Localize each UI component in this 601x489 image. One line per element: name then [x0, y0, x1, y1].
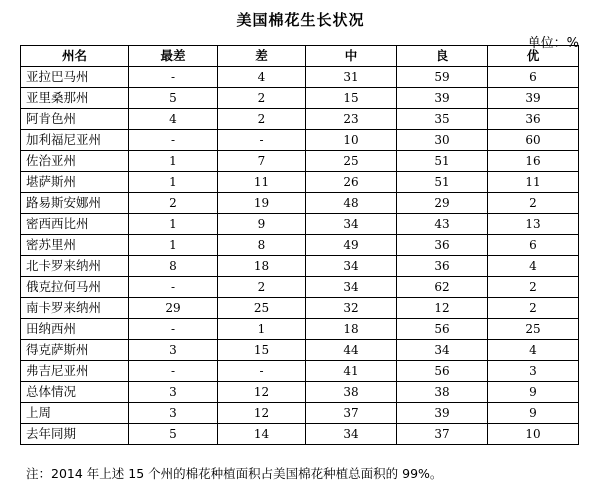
cell-good: 59	[397, 67, 488, 88]
table-row	[21, 130, 579, 151]
cell-good: 51	[397, 172, 488, 193]
cell-very-poor: 4	[129, 109, 218, 130]
cell-state: 亚拉巴马州	[21, 67, 129, 88]
cell-state: 上周	[21, 403, 129, 424]
cell-state: 密西西比州	[21, 214, 129, 235]
cell-good: 43	[397, 214, 488, 235]
cell-good: 38	[397, 382, 488, 403]
cell-poor: 2	[218, 277, 306, 298]
cell-fair: 34	[306, 424, 397, 445]
table-row	[21, 340, 579, 361]
cell-poor: 12	[218, 403, 306, 424]
header-state: 州名	[21, 46, 129, 67]
cell-fair: 44	[306, 340, 397, 361]
table-title: 美国棉花生长状况	[236, 11, 365, 29]
cell-poor: 9	[218, 214, 306, 235]
cell-excellent: 2	[488, 298, 579, 319]
cotton-condition-table	[20, 45, 579, 445]
cell-good: 29	[397, 193, 488, 214]
table-row	[21, 172, 579, 193]
cell-excellent: 25	[488, 319, 579, 340]
table-row	[21, 382, 579, 403]
cell-very-poor: 5	[129, 88, 218, 109]
cell-fair: 34	[306, 256, 397, 277]
cell-excellent: 9	[488, 382, 579, 403]
header-good: 良	[397, 46, 488, 67]
cell-good: 12	[397, 298, 488, 319]
cell-very-poor: 1	[129, 214, 218, 235]
cell-very-poor: 29	[129, 298, 218, 319]
cell-state: 北卡罗来纳州	[21, 256, 129, 277]
cell-fair: 32	[306, 298, 397, 319]
cell-poor: -	[218, 130, 306, 151]
cell-excellent: 60	[488, 130, 579, 151]
table-row	[21, 403, 579, 424]
cell-excellent: 4	[488, 256, 579, 277]
table-row	[21, 319, 579, 340]
cell-excellent: 16	[488, 151, 579, 172]
cell-good: 36	[397, 256, 488, 277]
footnote: 注：2014 年上述 15 个州的棉花种植面积占美国棉花种植总面积的 99%。	[26, 466, 443, 481]
cell-very-poor: 1	[129, 172, 218, 193]
cell-fair: 38	[306, 382, 397, 403]
cell-state: 加利福尼亚州	[21, 130, 129, 151]
table-row	[21, 361, 579, 382]
cell-good: 56	[397, 319, 488, 340]
cell-excellent: 2	[488, 277, 579, 298]
header-excellent: 优	[488, 46, 579, 67]
cell-good: 34	[397, 340, 488, 361]
table-row	[21, 424, 579, 445]
table-row	[21, 151, 579, 172]
unit-label: 单位：%	[527, 36, 579, 51]
cell-poor: 4	[218, 67, 306, 88]
cell-good: 30	[397, 130, 488, 151]
cell-state: 得克萨斯州	[21, 340, 129, 361]
cell-very-poor: 5	[129, 424, 218, 445]
cell-excellent: 11	[488, 172, 579, 193]
header-very-poor: 最差	[129, 46, 218, 67]
cell-fair: 34	[306, 277, 397, 298]
cell-state: 俄克拉何马州	[21, 277, 129, 298]
cell-poor: 18	[218, 256, 306, 277]
cell-poor: 8	[218, 235, 306, 256]
cell-poor: 2	[218, 109, 306, 130]
cell-very-poor: -	[129, 361, 218, 382]
table-row	[21, 298, 579, 319]
cell-good: 62	[397, 277, 488, 298]
cell-poor: 19	[218, 193, 306, 214]
cell-poor: 11	[218, 172, 306, 193]
cell-very-poor: 2	[129, 193, 218, 214]
table-row	[21, 88, 579, 109]
cell-state: 田纳西州	[21, 319, 129, 340]
cell-very-poor: -	[129, 67, 218, 88]
table-row	[21, 256, 579, 277]
cell-very-poor: 1	[129, 151, 218, 172]
cell-very-poor: 1	[129, 235, 218, 256]
cell-state: 总体情况	[21, 382, 129, 403]
cell-fair: 18	[306, 319, 397, 340]
cell-fair: 49	[306, 235, 397, 256]
header-row	[21, 46, 579, 67]
cell-state: 路易斯安娜州	[21, 193, 129, 214]
header-fair: 中	[306, 46, 397, 67]
cell-excellent: 6	[488, 235, 579, 256]
cell-very-poor: 3	[129, 382, 218, 403]
cell-excellent: 39	[488, 88, 579, 109]
cell-fair: 15	[306, 88, 397, 109]
cell-fair: 34	[306, 214, 397, 235]
cell-poor: -	[218, 361, 306, 382]
cell-good: 39	[397, 88, 488, 109]
cell-very-poor: 3	[129, 403, 218, 424]
cell-poor: 2	[218, 88, 306, 109]
cell-state: 堪萨斯州	[21, 172, 129, 193]
cell-poor: 25	[218, 298, 306, 319]
table-body	[21, 67, 579, 445]
cell-fair: 48	[306, 193, 397, 214]
cell-poor: 1	[218, 319, 306, 340]
cell-state: 南卡罗来纳州	[21, 298, 129, 319]
cell-poor: 7	[218, 151, 306, 172]
cell-fair: 31	[306, 67, 397, 88]
cell-very-poor: -	[129, 319, 218, 340]
cell-excellent: 6	[488, 67, 579, 88]
cell-fair: 37	[306, 403, 397, 424]
table-row	[21, 193, 579, 214]
cell-excellent: 4	[488, 340, 579, 361]
table-row	[21, 67, 579, 88]
cell-excellent: 2	[488, 193, 579, 214]
cell-state: 亚里桑那州	[21, 88, 129, 109]
cell-fair: 41	[306, 361, 397, 382]
cell-excellent: 10	[488, 424, 579, 445]
cell-good: 56	[397, 361, 488, 382]
cell-state: 密苏里州	[21, 235, 129, 256]
cell-state: 去年同期	[21, 424, 129, 445]
cell-fair: 10	[306, 130, 397, 151]
cell-excellent: 36	[488, 109, 579, 130]
cell-fair: 23	[306, 109, 397, 130]
cell-good: 39	[397, 403, 488, 424]
cell-state: 弗吉尼亚州	[21, 361, 129, 382]
cell-poor: 15	[218, 340, 306, 361]
cell-poor: 14	[218, 424, 306, 445]
cell-very-poor: -	[129, 277, 218, 298]
cell-good: 35	[397, 109, 488, 130]
cell-state: 阿肯色州	[21, 109, 129, 130]
table-row	[21, 214, 579, 235]
cell-good: 37	[397, 424, 488, 445]
header-poor: 差	[218, 46, 306, 67]
cell-good: 36	[397, 235, 488, 256]
cell-excellent: 9	[488, 403, 579, 424]
cell-good: 51	[397, 151, 488, 172]
table-row	[21, 235, 579, 256]
cell-poor: 12	[218, 382, 306, 403]
cell-state: 佐治亚州	[21, 151, 129, 172]
cell-very-poor: -	[129, 130, 218, 151]
cell-very-poor: 3	[129, 340, 218, 361]
cell-excellent: 3	[488, 361, 579, 382]
table-row	[21, 277, 579, 298]
cell-very-poor: 8	[129, 256, 218, 277]
cell-fair: 25	[306, 151, 397, 172]
cell-fair: 26	[306, 172, 397, 193]
table-row	[21, 109, 579, 130]
cell-excellent: 13	[488, 214, 579, 235]
